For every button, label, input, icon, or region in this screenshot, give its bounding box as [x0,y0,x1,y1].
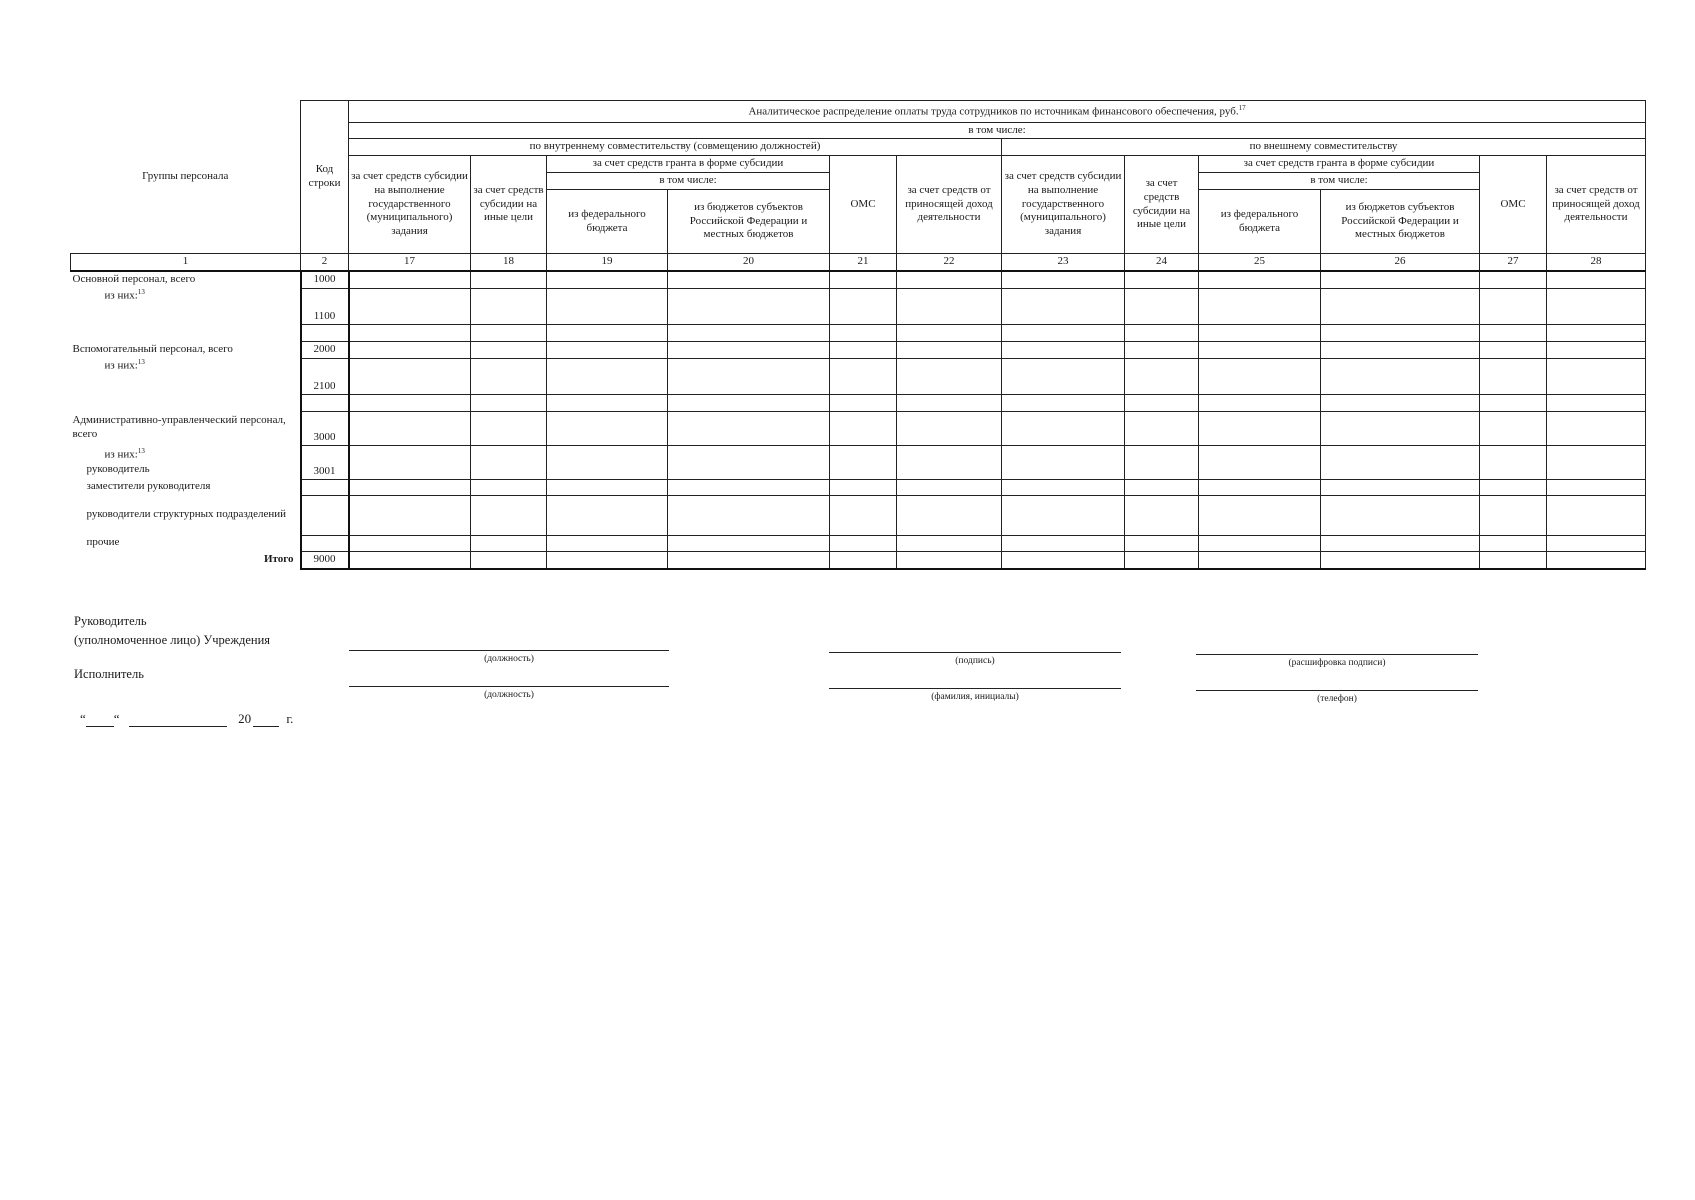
income-int: за счет средств от приносящей доход деятельности [897,156,1002,254]
subsidy-task-ext: за счет средств субсидии на выполнение государственного (муниципального) задания [1002,156,1125,254]
row-label: заместители руководителя [71,479,301,495]
signature-line [349,650,669,651]
head-label-2: (уполномоченное лицо) Учреждения [74,633,271,647]
row-label: из них:$^{13}$ [71,288,301,324]
col-num: 22 [897,254,1002,272]
table-row [71,445,1646,479]
table-row [71,535,1646,551]
grant-header-ext: за счет средств гранта в форме субсидии [1199,156,1480,173]
row-label: Административно-управленческий персонал, всего [71,411,301,445]
external-header: по внешнему совместительству [1002,139,1646,156]
grant-including-int: в том числе: [547,173,830,190]
table-row [71,288,1646,324]
col-num: 27 [1480,254,1547,272]
caption-name: (фамилия, инициалы) [931,692,1019,702]
groups-header: Группы персонала [71,101,301,254]
year-prefix: 20 [238,711,252,726]
year-blank [253,710,279,727]
table-row [71,358,1646,394]
row-code: 3001 [301,445,349,479]
regional-int: из бюджетов субъектов Российской Федерации и местных бюджетов [668,190,830,254]
column-numbers-row [71,254,1646,272]
year-suffix: г. [286,711,294,726]
row-label: руководители структурных подразделений [71,495,301,535]
head-label-1: Руководитель [74,614,147,628]
col-num: 2 [301,254,349,272]
date-quote-close: “ [113,711,120,726]
main-header: Аналитическое распределение оплаты труда сотрудников по источникам финансового обеспечения, руб.$^{17}$ [349,101,1646,123]
row-code: 3000 [301,411,349,445]
oms-int: ОМС [830,156,897,254]
col-num: 24 [1125,254,1199,272]
subsidy-other-ext: за счет средств субсидии на иные цели [1125,156,1199,254]
day-blank [86,710,114,727]
col-num: 18 [471,254,547,272]
signature-line [1196,690,1478,691]
row-label: Итого [71,551,301,569]
caption-phone: (телефон) [1317,694,1357,704]
table-row [71,495,1646,535]
row-label: Основной персонал, всего [71,271,301,288]
federal-int: из федерального бюджета [547,190,668,254]
month-blank [129,710,227,727]
row-code: 1100 [301,288,349,324]
grant-header-int: за счет средств гранта в форме субсидии [547,156,830,173]
table-row [71,394,1646,411]
col-num: 1 [71,254,301,272]
col-num: 19 [547,254,668,272]
row-code: 2100 [301,358,349,394]
col-num: 21 [830,254,897,272]
grant-including-ext: в том числе: [1199,173,1480,190]
table-row [71,271,1646,288]
row-label: прочие [71,535,301,551]
row-code: 9000 [301,551,349,569]
col-num: 23 [1002,254,1125,272]
row-label: Вспомогательный персонал, всего [71,341,301,358]
signature-line [829,652,1121,653]
table-row-total [71,551,1646,569]
signature-line [1196,654,1478,655]
table-row [71,341,1646,358]
table-row [71,479,1646,495]
col-num: 20 [668,254,830,272]
internal-header: по внутреннему совместительству (совмещению должностей) [349,139,1002,156]
row-code: 1000 [301,271,349,288]
row-label: из них:$^{13}$ руководитель [71,445,301,479]
signature-line [829,688,1121,689]
subsidy-task-int: за счет средств субсидии на выполнение государственного (муниципального) задания [349,156,471,254]
staff-pay-table [70,100,1646,570]
signature-line [349,686,669,687]
caption-position: (должность) [484,654,534,664]
row-code: 2000 [301,341,349,358]
col-num: 17 [349,254,471,272]
oms-ext: ОМС [1480,156,1547,254]
date-quote-open: “ [80,711,86,726]
executor-label: Исполнитель [74,667,144,681]
col-num: 26 [1321,254,1480,272]
caption-signature: (подпись) [955,656,995,666]
table-row [71,324,1646,341]
regional-ext: из бюджетов субъектов Российской Федерации и местных бюджетов [1321,190,1480,254]
date-row [80,710,293,727]
including-header: в том числе: [349,123,1646,139]
federal-ext: из федерального бюджета [1199,190,1321,254]
col-num: 28 [1547,254,1646,272]
caption-position-2: (должность) [484,690,534,700]
income-ext: за счет средств от приносящей доход деятельности [1547,156,1646,254]
col-num: 25 [1199,254,1321,272]
subsidy-other-int: за счет средств субсидии на иные цели [471,156,547,254]
code-header: Код строки [301,101,349,254]
row-label: из них:$^{13}$ [71,358,301,394]
table-row [71,411,1646,445]
caption-decoding: (расшифровка подписи) [1288,658,1386,668]
